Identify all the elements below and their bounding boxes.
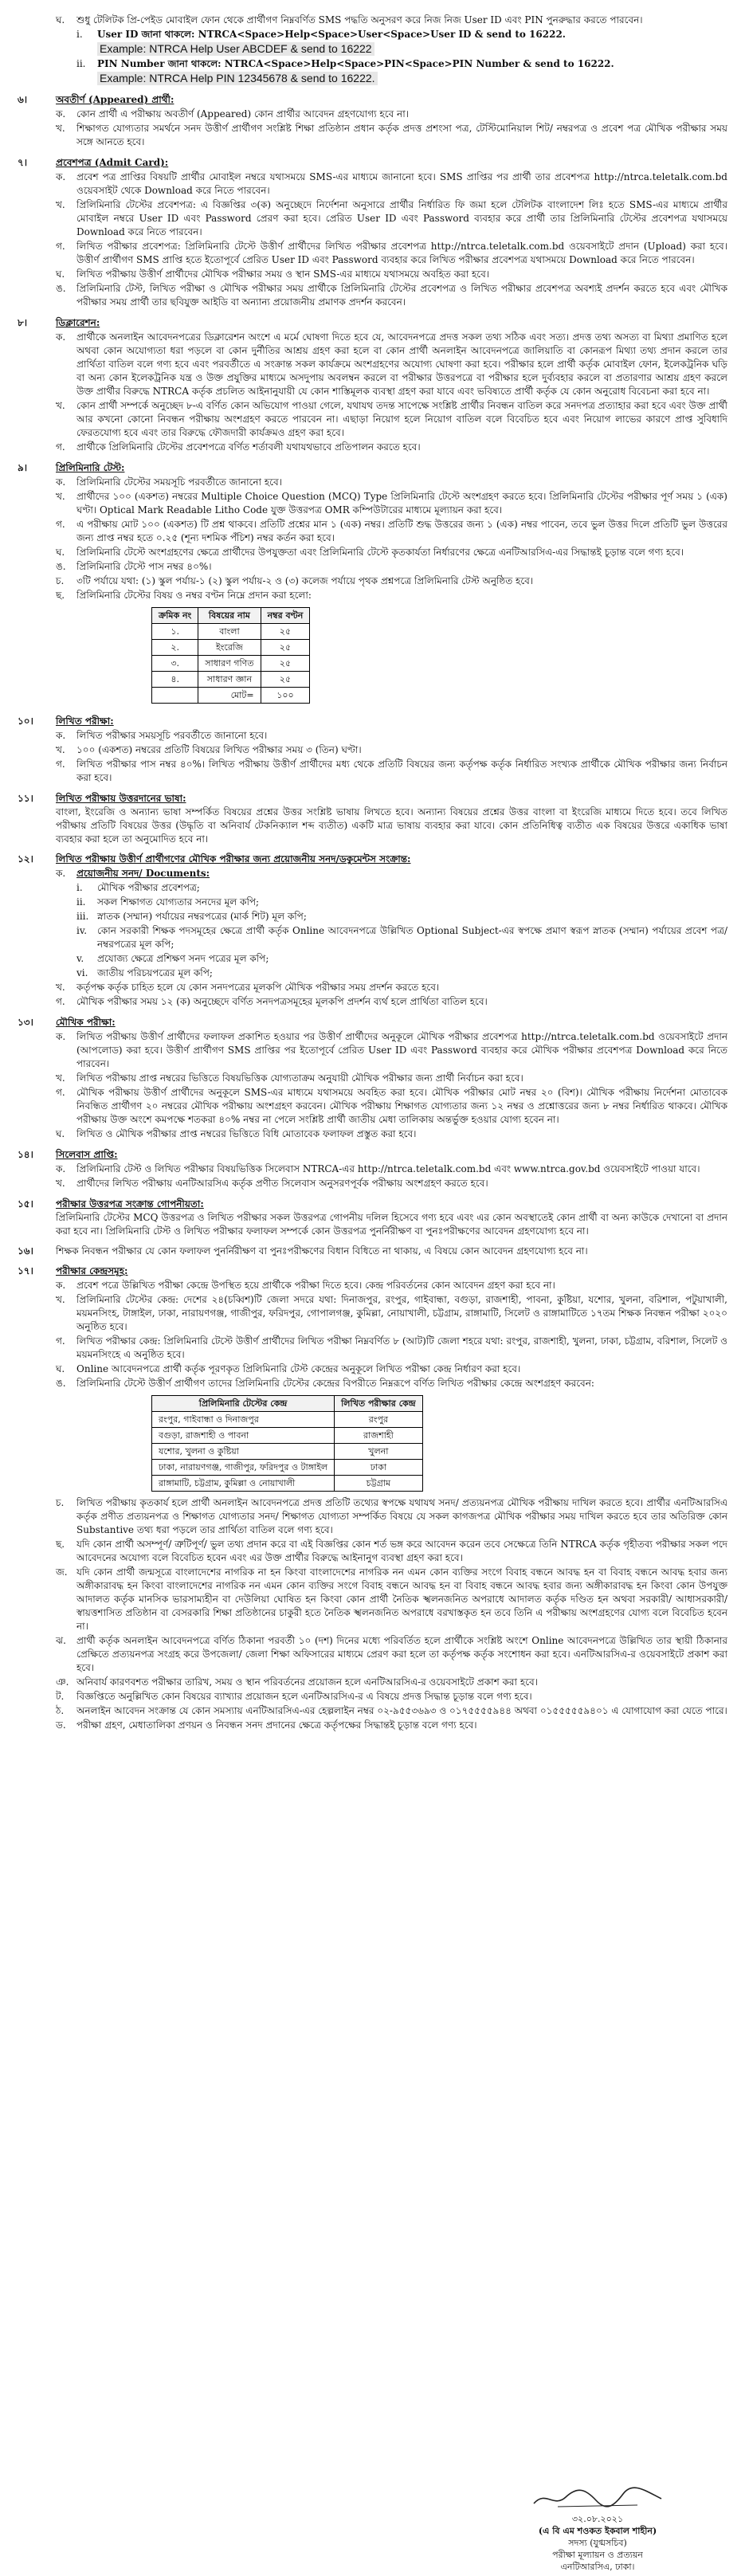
section-heading: মৌখিক পরীক্ষা:: [56, 1017, 116, 1028]
sms-example: Example: NTRCA Help User ABCDEF & send to 16222: [97, 42, 374, 56]
list-item: ঙ. প্রিলিমিনারি টেস্ট, লিখিত পরীক্ষা ও মৌখিক পরীক্ষার সময় প্রার্থীকে প্রিলিমিনারি টেস্টের প্রবেশপত্র ও লিখিত পরীক্ষার প্রবেশপত্র অবশ্যই প্রদর্শন করতে হবে এবং মৌখিক পরীক্ষার সময় প্রার্থী তার ছবিযুক্ত আইডি বা অন্যান্য প্রয়োজনীয় প্রমাণক প্রদর্শন করবেন।: [56, 283, 727, 308]
section-8: ৮। ডিক্লারেশন: ক. প্রার্থীকে অনলাইন আবেদনপত্রের ডিক্লারেশন অংশে এ মর্মে ঘোষণা দিতে হবে যে, আবেদনপত্রে প্রদত্ত সকল তথ্য সঠিক এবং সত্য। প্রদত্ত তথ্য অসত্য বা মিথ্যা প্রমাণিত হলে অথবা কোন অযোগ্যতা ধরা পড়লে বা কোন দুর্নীতির আশ্রয় গ্রহণ করা হলে বা কোন প্রার্থী অনলাইন আবেদনপত্রে জালিয়াতি বা কোনরূপ মিথ্যা তথ্য প্রদান করলে তার প্রার্থিতা বাতিল বলে গণ্য হবে এবং পরবর্তীতে এ সংক্রান্ত সকল কার্যক্রমে অংশগ্রহণের অযোগ্য ঘোষণা করা হবে। পরীক্ষার হলে প্রার্থী কর্তৃক মোবাইল ফোন, ইলেকট্রনিক ঘড়ি বা অন্য কোন ইলেকট্রনিক যন্ত্র ও উক্ত প্রযুক্তির মাধ্যমে অসদুপায় অবলম্বন করলে বা পরীক্ষার উত্তরপত্রে বা পরীক্ষার হলে দুর্ব্যবহার করলে বা প্রতারণার আশ্রয় গ্রহণ করলে উক্ত প্রার্থীর বিরুদ্ধে NTRCA কর্তৃক প্রচলিত আইনানুযায়ী যে কোন শাস্তিমূলক ব্যবস্থা গ্রহণ করা যাবে এবং ভবিষ্যতে প্রার্থী কর্তৃক যে কোন অনুরোধ বিবেচনা করা হবে না। খ. কোন প্রার্থী সম্পর্কে অনুচ্ছেদ ৮-এ বর্ণিত কোন অভিযোগ পাওয়া গেলে, যথাযথ তদন্ত সাপেক্ষে সংশ্লিষ্ট প্রার্থীর নিবন্ধন বাতিল করে সনদপত্র প্রত্যাহার করা হবে এবং উক্ত প্রার্থী আর কখনো কোনো নিবন্ধন পরীক্ষায় অংশগ্রহণ করতে পারবেন না। এছাড়া নিয়োগ হলে নিয়োগ বাতিল বলে বিবেচিত হবে এবং নিয়োগ লাভের কারণে প্রাপ্ত সুবিধাদি ফেরতযোগ্য হবে এবং তার বিরুদ্ধে ফৌজদারী কার্যক্রমও গ্রহণ করা হবে। গ. প্রার্থীকে প্রিলিমিনারি টেস্টের প্রবেশপত্রে বর্ণিত শর্তাবলী যথাযথভাবে প্রতিপালন করতে হবে।: [18, 317, 727, 453]
signatory-org: এনটিআরসিএ, ঢাকা।: [560, 2562, 635, 2572]
list-item: গ. মৌখিক পরীক্ষার সময় ১২ (ক) অনুচ্ছেদে বর্ণিত সনদপত্রসমূহের মূলকপি প্রদর্শন ব্যর্থ হলে প্রার্থিতা বাতিল হবে।: [56, 996, 488, 1007]
paragraph: বাংলা, ইংরেজি ও অন্যান্য ভাষা সম্পর্কিত বিষয়ের প্রশ্নের উত্তর সংশ্লিষ্ট ভাষায় লিখতে হবে। অন্যান্য বিষয়ের প্রশ্নের উত্তর বাংলা বা ইংরেজি মাধ্যমে দিতে হবে। তবে লিখিত পরীক্ষায় প্রতিটি বিষয়ের উত্তর (উদ্ধৃতি বা অনিবার্য টেকনিক্যাল শব্দ ব্যতীত) একটি মাত্র ভাষায় ব্যবহার করা যাবে। কোন প্রতিনিধিত্ব ব্যতীত এক বিষয়ের উত্তরে একাধিক ভাষা ব্যবহার করা হলে তা অনুমোদিত হবে না।: [56, 806, 727, 845]
list-item: ক. প্রবেশ পত্র প্রাপ্তির বিষয়টি প্রার্থীর মোবাইল নম্বরে যথাসময়ে SMS-এর মাধ্যমে জানানো হবে। SMS প্রাপ্তির পর প্রার্থী তার প্রবেশপত্র http://ntrca.teletalk.com.bd ওয়েবসাইট থেকে Download করে নিতে পারবেন।: [56, 171, 727, 196]
list-item: খ. লিখিত পরীক্ষায় প্রাপ্ত নম্বরের ভিত্তিতে বিষয়ভিত্তিক যোগ্যতাক্রম অনুযায়ী মৌখিক পরীক্ষার জন্য প্রার্থী নির্বাচন করা হবে।: [56, 1072, 523, 1084]
list-item: ঠ. অনলাইন আবেদন সংক্রান্ত যে কোন সমস্যায় এনটিআরসিএ-এর হেল্পলাইন নম্বর ০২-৯৫৫৩৬৯৩ ও ০১৭৫৫৫৫৯৪৪ অথবা ০১৫৫৫৫৫৯৪০১ এ যোগাযোগ করা যেতে পারে।: [56, 1705, 727, 1716]
list-item: ক. প্রিলিমিনারি টেস্ট ও লিখিত পরীক্ষার বিষয়ভিত্তিক সিলেবাস NTRCA-এর http://ntrca.teletalk.com.bd এবং www.ntrca.gov.bd ওয়েবসাইটে পাওয়া যাবে।: [56, 1163, 700, 1174]
list-item: ট. বিজ্ঞপ্তিতে অনুল্লিখিত কোন বিষয়ের ব্যাখ্যার প্রয়োজন হলে এনটিআরসিএ-র এ বিষয়ে প্রদত্ত সিদ্ধান্ত চূড়ান্ত বলে গণ্য হবে।: [56, 1691, 532, 1702]
section-continuation: [18, 13, 727, 87]
list-item: খ. প্রার্থীদের ১০০ (একশত) নম্বরের Multiple Choice Question (MCQ) Type প্রিলিমিনারি টেস্টে অংশগ্রহণ করতে হবে। প্রিলিমিনারি টেস্টের পরীক্ষার পূর্ণ সময় ১ (এক) ঘণ্টা। Optical Mark Readable Litho Code যুক্ত উত্তরপত্র OMR কম্পিউটারের মাধ্যমে মূল্যায়ন করা হবে।: [56, 491, 727, 516]
list-item: গ. প্রার্থীকে প্রিলিমিনারি টেস্টের প্রবেশপত্রে বর্ণিত শর্তাবলী যথাযথভাবে প্রতিপালন করতে হবে।: [56, 441, 421, 453]
list-item: [56, 72, 727, 86]
list-item: iv. কোন সরকারী শিক্ষক পদসমূহের ক্ষেত্রে প্রার্থী কর্তৃক Online আবেদনপত্রে উল্লিখিত Optional Subject-এর স্বপক্ষে প্রমাণ স্বরূপ স্নাতক (সম্মান) পর্যায়ের প্রবেশ পত্র/ নম্বরপত্রের মূল কপি;: [76, 925, 727, 950]
list-item: চ. ৩টি পর্যায়ে যথা: (১) স্কুল পর্যায়-১ (২) স্কুল পর্যায়-২ ও (৩) কলেজ পর্যায়ে পৃথক প্রশ্নপত্রে প্রিলিমিনারি টেস্ট অনুষ্ঠিত হবে।: [56, 575, 534, 586]
table-row: ৪. সাধারণ জ্ঞান ২৫: [152, 672, 310, 688]
list-item: [56, 42, 727, 57]
list-item: ক. প্রার্থীকে অনলাইন আবেদনপত্রের ডিক্লারেশন অংশে এ মর্মে ঘোষণা দিতে হবে যে, আবেদনপত্রে প্রদত্ত সকল তথ্য সঠিক এবং সত্য। প্রদত্ত তথ্য অসত্য বা মিথ্যা প্রমাণিত হলে অথবা কোন অযোগ্যতা ধরা পড়লে বা কোন দুর্নীতির আশ্রয় গ্রহণ করা হলে বা কোন প্রার্থী অনলাইন আবেদনপত্রে জালিয়াতি বা কোনরূপ মিথ্যা তথ্য প্রদান করলে তার প্রার্থিতা বাতিল বলে গণ্য হবে এবং পরবর্তীতে এ সংক্রান্ত সকল কার্যক্রমে অংশগ্রহণের অযোগ্য ঘোষণা করা হবে। পরীক্ষার হলে প্রার্থী কর্তৃক মোবাইল ফোন, ইলেকট্রনিক ঘড়ি বা অন্য কোন ইলেকট্রনিক যন্ত্র ও উক্ত প্রযুক্তির মাধ্যমে অসদুপায় অবলম্বন করলে বা পরীক্ষার উত্তরপত্রে বা পরীক্ষার হলে দুর্ব্যবহার করলে বা প্রতারণার আশ্রয় গ্রহণ করলে উক্ত প্রার্থীর বিরুদ্ধে NTRCA কর্তৃক প্রচলিত আইনানুযায়ী যে কোন শাস্তিমূলক ব্যবস্থা গ্রহণ করা যাবে এবং ভবিষ্যতে প্রার্থী কর্তৃক যে কোন অনুরোধ বিবেচনা করা হবে না।: [56, 331, 727, 397]
section-heading: প্রিলিমিনারি টেস্ট:: [56, 462, 125, 473]
section-heading: প্রবেশপত্র (Admit Card):: [56, 157, 169, 168]
list-item: ক. প্রবেশ পত্রে উল্লিখিত পরীক্ষা কেন্দ্রে উপস্থিত হয়ে প্রার্থীকে পরীক্ষা দিতে হবে। কেন্দ্র পরিবর্তনের কোন আবেদন গ্রহণ করা হবে না।: [56, 1280, 555, 1291]
list-item: ঙ. প্রিলিমিনারি টেস্টে উত্তীর্ণ প্রার্থীগণ তাদের প্রিলিমিনারি টেস্টের কেন্দ্রের বিপরীতে নিম্নরূপে বর্ণিত লিখিত পরীক্ষার কেন্দ্রে অংশগ্রহণ করবেন:: [56, 1378, 594, 1389]
section-6: ৬। অবতীর্ণ (Appeared) প্রার্থী: ক. কোন প্রার্থী এ পরীক্ষায় অবতীর্ণ (Appeared) কোন প্রার্থীর আবেদন গ্রহণযোগ্য হবে না। খ. শিক্ষাগত যোগ্যতার সমর্থনে সনদ উত্তীর্ণ প্রার্থীগণ সংশ্লিষ্ট শিক্ষা প্রতিষ্ঠান প্রধান কর্তৃক প্রদত্ত প্রশংসা পত্র, টেস্টিমোনিয়াল শিট/ নম্বরপত্র ও প্রবেশ পত্র মৌখিক পরীক্ষার সময় সঙ্গে আনতে হবে।: [18, 94, 727, 147]
section-9: ৯। প্রিলিমিনারি টেস্ট: ক. প্রিলিমিনারি টেস্টের সময়সূচি পরবর্তীতে জানানো হবে। খ. প্রার্থীদের ১০০ (একশত) নম্বরের Multiple Choice Question (MCQ) Type প্রিলিমিনারি টেস্টে অংশগ্রহণ করতে হবে। প্রিলিমিনারি টেস্টের পরীক্ষার পূর্ণ সময় ১ (এক) ঘণ্টা। Optical Mark Readable Litho Code যুক্ত উত্তরপত্র OMR কম্পিউটারের মাধ্যমে মূল্যায়ন করা হবে। গ. এ পরীক্ষায় মোট ১০০ (একশত) টি প্রশ্ন থাকবে। প্রতিটি প্রশ্নের মান ১ (এক) নম্বর। প্রতিটি শুদ্ধ উত্তরের জন্য ১ (এক) নম্বর পাবেন, তবে ভুল উত্তর দিলে প্রতিটি ভুল উত্তরের জন্য প্রাপ্ত নম্বর হতে ০.২৫ (শূন্য দশমিক পঁচিশ) নম্বর কর্তন করা হবে। ঘ. প্রিলিমিনারি টেস্টে অংশগ্রহণের ক্ষেত্রে প্রার্থীদের উপযুক্ততা এবং প্রিলিমিনারি টেস্টে কৃতকার্যতা নির্ধারণের ক্ষেত্রে এনটিআরসিএ-এর সিদ্ধান্তই চূড়ান্ত বলে গণ্য হবে। ঙ. প্রিলিমিনারি টেস্টে পাস নম্বর ৪০%। চ. ৩টি পর্যায়ে যথা: (১) স্কুল পর্যায়-১ (২) স্কুল পর্যায়-২ ও (৩) কলেজ পর্যায়ে পৃথক প্রশ্নপত্রে প্রিলিমিনারি টেস্ট অনুষ্ঠিত হবে। ছ. প্রিলিমিনারি টেস্টের বিষয় ও নম্বর বণ্টন নিম্নে প্রদান করা হলো: ক্রমিক নং বিষয়ের নাম নম্বর বণ্টন ১. বাংলা ২৫ ২. ইংরেজি ২৫ ৩. সাধারণ গণিত ২৫ ৪. সাধারণ জ্ঞান ২৫ মোট= ১০০: [18, 461, 727, 708]
list-item: ঞ. অনিবার্য কারণবশত পরীক্ষার তারিখ, সময় ও স্থান পরিবর্তনের প্রয়োজন হলে এনটিআরসিএ-র ওয়েবসাইটে প্রকাশ করা হবে।: [56, 1676, 538, 1688]
list-item: ii. সকল শিক্ষাগত যোগ্যতার সনদের মূল কপি;: [76, 896, 260, 908]
section-heading: পরীক্ষার কেন্দ্রসমূহ:: [56, 1265, 128, 1276]
list-item: ii. PIN Number জানা থাকলে: NTRCA<Space>Help<Space>PIN<Space>PIN Number & send to 16222.: [76, 58, 614, 69]
signatory-division: পরীক্ষা মূল্যায়ন ও প্রত্যয়ন: [552, 2550, 643, 2560]
table-row: ঢাকা, নারায়ণগঞ্জ, গাজীপুর, ফরিদপুর ও টাঙ্গাইল ঢাকা: [152, 1460, 423, 1476]
section-16: ১৬। শিক্ষক নিবন্ধন পরীক্ষার যে কোন ফলাফল পুনর্নিরীক্ষণ বা পুনঃপরীক্ষণের বিধান বিধিতে না থাকায়, এ বিষয়ে কোন আবেদন গ্রহণযোগ্য হবে না।: [18, 1245, 727, 1258]
section-12: ১২। লিখিত পরীক্ষায় উত্তীর্ণ প্রার্থীগণের মৌখিক পরীক্ষার জন্য প্রয়োজনীয় সনদ/ডকুমেন্টস সংক্রান্ত: ক. প্রয়োজনীয় সনদ/ Documents: i. মৌখিক পরীক্ষার প্রবেশপত্র; ii. সকল শিক্ষাগত যোগ্যতার সনদের মূল কপি; iii. স্নাতক (সম্মান) পর্যায়ের নম্বরপত্রের (মার্ক শিট) মূল কপি; iv. কোন সরকারী শিক্ষক পদসমূহের ক্ষেত্রে প্রার্থী কর্তৃক Online আবেদনপত্রে উল্লিখিত Optional Subject-এর স্বপক্ষে প্রমাণ স্বরূপ স্নাতক (সম্মান) পর্যায়ের প্রবেশ পত্র/ নম্বরপত্রের মূল কপি; v. প্রযোজ্য ক্ষেত্রে প্রশিক্ষণ সনদ পত্রের মূল কপি; vi. জাতীয় পরিচয়পত্রের মূল কপি; খ. কর্তৃপক্ষ কর্তৃক চাহিত হলে যে কোন সনদপত্রের মূলকপি মৌখিক পরীক্ষার সময় প্রদর্শন করতে হবে। গ. মৌখিক পরীক্ষার সময় ১২ (ক) অনুচ্ছেদে বর্ণিত সনদপত্রসমূহের মূলকপি প্রদর্শন ব্যর্থ হলে প্রার্থিতা বাতিল হবে।: [18, 853, 727, 1007]
list-item: খ. প্রিলিমিনারি টেস্টের কেন্দ্র: দেশের ২৪(চব্বিশ)টি জেলা সদরে যথা: দিনাজপুর, রংপুর, গাইবান্ধা, বগুড়া, রাজশাহী, পাবনা, কুষ্টিয়া, যশোর, খুলনা, বরিশাল, পটুয়াখালী, ময়মনসিংহ, টাঙ্গাইল, ঢাকা, নারায়ণগঞ্জ, গাজীপুর, ফরিদপুর, গোপালগঞ্জ, কুমিল্লা, নোয়াখালী, চট্টগ্রাম, রাঙ্গামাটি, সিলেট ও রাঙ্গামাটিতে ১৭তম শিক্ষক নিবন্ধন পরীক্ষা ২০২০ অনুষ্ঠিত হবে।: [56, 1294, 727, 1332]
table-row: রাঙ্গামাটি, চট্টগ্রাম, কুমিল্লা ও নোয়াখালী চট্টগ্রাম: [152, 1476, 423, 1492]
list-item: ছ. প্রিলিমিনারি টেস্টের বিষয় ও নম্বর বণ্টন নিম্নে প্রদান করা হলো:: [56, 590, 312, 601]
section-13: ১৩। মৌখিক পরীক্ষা: ক. লিখিত পরীক্ষায় উত্তীর্ণ প্রার্থীদের ফলাফল প্রকাশিত হওয়ার পর উত্তীর্ণ প্রার্থীদের অনুকূলে মৌখিক পরীক্ষার প্রবেশপত্র http://ntrca.teletalk.com.bd ওয়েবসাইটে প্রদান (আপলোড) করা হবে। উত্তীর্ণ প্রার্থীগণ SMS প্রাপ্তির পর ইতোপূর্বে প্রেরিত User ID এবং Password ব্যবহার করে মৌখিক পরীক্ষার প্রবেশপত্র Download করে নিতে পারবেন। খ. লিখিত পরীক্ষায় প্রাপ্ত নম্বরের ভিত্তিতে বিষয়ভিত্তিক যোগ্যতাক্রম অনুযায়ী মৌখিক পরীক্ষার জন্য প্রার্থী নির্বাচন করা হবে। গ. মৌখিক পরীক্ষায় উত্তীর্ণ প্রার্থীদের অনুকূলে SMS-এর মাধ্যমে যথাসময়ে অবহিত করা হবে। মৌখিক পরীক্ষার মোট নম্বর ২০ (বিশ)। মৌখিক পরীক্ষায় নির্দেশনা মোতাবেক নিবন্ধিত প্রার্থীগণ ২০ নম্বরের মৌখিক পরীক্ষায় অংশগ্রহণ করবেন। মৌখিক পরীক্ষায় শিক্ষাগত যোগ্যতার জন্য ১২ নম্বর ও প্রশ্নোত্তরের জন্য ৮ নম্বর নির্ধারিত থাকবে। মৌখিক পরীক্ষায় উক্ত অংশে কমপক্ষে শতকরা ৪০% নম্বর না পেলে সংশ্লিষ্ট প্রার্থী জাতীয় মেধা তালিকায় অন্তর্ভুক্ত হওয়ার যোগ্য হবেন না। ঘ. লিখিত ও মৌখিক পরীক্ষার প্রাপ্ত নম্বরের ভিত্তিতে বিধি মোতাবেক ফলাফল প্রস্তুত করা হবে।: [18, 1017, 727, 1139]
section-heading: পরীক্ষার উত্তরপত্র সংক্রান্ত গোপনীয়তা:: [56, 1198, 204, 1210]
subject-marks-table: [151, 607, 310, 704]
list-item: ক. লিখিত পরীক্ষায় উত্তীর্ণ প্রার্থীদের ফলাফল প্রকাশিত হওয়ার পর উত্তীর্ণ প্রার্থীদের অনুকূলে মৌখিক পরীক্ষার প্রবেশপত্র http://ntrca.teletalk.com.bd ওয়েবসাইটে প্রদান (আপলোড) করা হবে। উত্তীর্ণ প্রার্থীগণ SMS প্রাপ্তির পর ইতোপূর্বে প্রেরিত User ID এবং Password ব্যবহার করে মৌখিক পরীক্ষার প্রবেশপত্র Download করে নিতে পারবেন।: [56, 1031, 727, 1069]
list-item: ঘ. প্রিলিমিনারি টেস্টে অংশগ্রহণের ক্ষেত্রে প্রার্থীদের উপযুক্ততা এবং প্রিলিমিনারি টেস্টে কৃতকার্যতা নির্ধারণের ক্ষেত্রে এনটিআরসিএ-এর সিদ্ধান্তই চূড়ান্ত বলে গণ্য হবে।: [56, 547, 684, 558]
section-heading: লিখিত পরীক্ষা:: [56, 716, 114, 727]
signature-block: [494, 2486, 701, 2573]
section-14: ১৪। সিলেবাস প্রাপ্তি: ক. প্রিলিমিনারি টেস্ট ও লিখিত পরীক্ষার বিষয়ভিত্তিক সিলেবাস NTRCA-এর http://ntrca.teletalk.com.bd এবং www.ntrca.gov.bd ওয়েবসাইটে পাওয়া যাবে। খ. প্রার্থীদের লিখিত পরীক্ষায় এনটিআরসিএ কর্তৃক প্রণীত সিলেবাস অনুসরণপূর্বক পরীক্ষায় অংশগ্রহণ করতে হবে।: [18, 1148, 727, 1191]
list-item: খ. শিক্ষাগত যোগ্যতার সমর্থনে সনদ উত্তীর্ণ প্রার্থীগণ সংশ্লিষ্ট শিক্ষা প্রতিষ্ঠান প্রধান কর্তৃক প্রদত্ত প্রশংসা পত্র, টেস্টিমোনিয়াল শিট/ নম্বরপত্র ও প্রবেশ পত্র মৌখিক পরীক্ষার সময় সঙ্গে আনতে হবে।: [56, 123, 727, 147]
paragraph: প্রিলিমিনারি টেস্টের MCQ উত্তরপত্র ও লিখিত পরীক্ষার সকল উত্তরপত্র গোপনীয় দলিল হিসেবে গণ্য হবে এবং এর কোন অবস্থাতেই কোন প্রার্থী বা অন্য কাউকে দেখানো বা প্রদান করা হবে না। প্রিলিমিনারি টেস্ট ও লিখিত পরীক্ষার ফলাফল সম্পর্কে কোন উত্তরপত্র পুনর্নিরীক্ষণ বা পুনঃপরীক্ষণের আবেদন গ্রহণযোগ্য হবে না।: [56, 1212, 727, 1237]
list-item: ক. কোন প্রার্থী এ পরীক্ষায় অবতীর্ণ (Appeared) কোন প্রার্থীর আবেদন গ্রহণযোগ্য হবে না।: [56, 108, 409, 120]
section-7: ৭। প্রবেশপত্র (Admit Card): ক. প্রবেশ পত্র প্রাপ্তির বিষয়টি প্রার্থীর মোবাইল নম্বরে যথাসময়ে SMS-এর মাধ্যমে জানানো হবে। SMS প্রাপ্তির পর প্রার্থী তার প্রবেশপত্র http://ntrca.teletalk.com.bd ওয়েবসাইট থেকে Download করে নিতে পারবেন। খ. প্রিলিমিনারি টেস্টের প্রবেশপত্র: এ বিজ্ঞপ্তির ৩(ক) অনুচ্ছেদে নির্দেশনা অনুসারে প্রার্থীর নির্ধারিত ফি জমা হলে টেলিটক বাংলাদেশ লিঃ হতে SMS-এর মাধ্যমে প্রার্থীর মোবাইল নম্বরে User ID এবং Password প্রেরণ করা হবে। প্রেরিত User ID এবং Password ব্যবহার করে প্রার্থী তার প্রিলিমিনারি টেস্টের প্রবেশপত্র যথাসময়ে Download করে নিতে পারবেন। গ. লিখিত পরীক্ষার প্রবেশপত্র: প্রিলিমিনারি টেস্টে উত্তীর্ণ প্রার্থীদের লিখিত পরীক্ষার প্রবেশপত্র http://ntrca.teletalk.com.bd ওয়েবসাইটে প্রদান (Upload) করা হবে। উত্তীর্ণ প্রার্থীগণ SMS প্রাপ্তি হতে ইতোপূর্বে প্রেরিত User ID এবং Password ব্যবহার করে লিখিত পরীক্ষার প্রবেশপত্র যথাসময়ে Download করে নিতে পারবেন। ঘ. লিখিত পরীক্ষায় উত্তীর্ণ প্রার্থীদের মৌখিক পরীক্ষার সময় ও স্থান SMS-এর মাধ্যমে যথাসময়ে অবহিত করা হবে। ঙ. প্রিলিমিনারি টেস্ট, লিখিত পরীক্ষা ও মৌখিক পরীক্ষার সময় প্রার্থীকে প্রিলিমিনারি টেস্টের প্রবেশপত্র ও লিখিত পরীক্ষার প্রবেশপত্র অবশ্যই প্রদর্শন করতে হবে এবং মৌখিক পরীক্ষার সময় প্রার্থী তার ছবিযুক্ত আইডি বা অন্যান্য প্রয়োজনীয় প্রমাণক প্রদর্শন করবেন।: [18, 157, 727, 308]
section-heading: লিখিত পরীক্ষায় উত্তীর্ণ প্রার্থীগণের মৌখিক পরীক্ষার জন্য প্রয়োজনীয় সনদ/ডকুমেন্টস সংক্রান্ত:: [56, 853, 411, 865]
list-item: ড. পরীক্ষা গ্রহণ, মেধাতালিকা প্রণয়ন ও নিবন্ধন সনদ প্রদানের ক্ষেত্রে কর্তৃপক্ষের সিদ্ধান্তই চূড়ান্ত বলে গণ্য হবে।: [56, 1719, 477, 1731]
list-item: v. প্রযোজ্য ক্ষেত্রে প্রশিক্ষণ সনদ পত্রের মূল কপি;: [76, 953, 269, 964]
list-item: i. User ID জানা থাকলে: NTRCA<Space>Help<Space>User<Space>User ID & send to 16222.: [76, 29, 566, 40]
section-heading: অবতীর্ণ (Appeared) প্রার্থী:: [56, 94, 174, 105]
sms-example: Example: NTRCA Help PIN 12345678 & send to 16222.: [97, 72, 378, 85]
table-header-row: প্রিলিমিনারি টেস্টের কেন্দ্র লিখিত পরীক্ষার কেন্দ্র: [152, 1396, 423, 1412]
list-item: গ. লিখিত পরীক্ষার পাস নম্বর ৪০%। লিখিত পরীক্ষায় উত্তীর্ণ প্রার্থীদের মধ্য থেকে প্রতিটি বিষয়ের জন্য কর্তৃপক্ষ কর্তৃক নির্ধারিত সংখ্যক প্রার্থীকে মৌখিক পরীক্ষার জন্য নির্বাচন করা হবে।: [56, 759, 727, 783]
list-item: চ. লিখিত পরীক্ষায় কৃতকার্য হলে প্রার্থী অনলাইন আবেদনপত্রে প্রদত্ত প্রতিটি তথ্যের স্বপক্ষে যথাযথ সনদ/ প্রত্যয়নপত্র মৌখিক পরীক্ষায় দাখিল করতে হবে। প্রার্থীর এনটিআরসিএ কর্তৃক প্রণীত প্রত্যয়নপত্র ও শিক্ষাগত যোগ্যতার সনদ/ শিক্ষাগত যোগ্যতা সম্পর্কিত বিষয়ে যে সকল কাগজপত্র মৌখিক পরীক্ষার সময় দাখিল করতে হবে তার অতিরিক্ত কোন Substantive তথ্য ধরা পড়লে তার প্রার্থিতা বাতিল বলে গণ্য হবে।: [56, 1497, 727, 1535]
table-row: ১. বাংলা ২৫: [152, 624, 310, 640]
list-item: ঘ. শুধু টেলিটক প্রি-পেইড মোবাইল ফোন থেকে প্রার্থীগণ নিম্নবর্ণিত SMS পদ্ধতি অনুসরণ করে নিজ নিজ User ID এবং PIN পুনরুদ্ধার করতে পারবেন।: [56, 14, 643, 25]
list-item: গ. লিখিত পরীক্ষার কেন্দ্র: প্রিলিমিনারি টেস্টে উত্তীর্ণ প্রার্থীদের লিখিত পরীক্ষা নিম্নবর্ণিত ৮ (আট)টি জেলা শহরে যথা: রংপুর, রাজশাহী, খুলনা, ঢাকা, চট্টগ্রাম, বরিশাল, সিলেট ও ময়মনসিংহে এ অনুষ্ঠিত হবে।: [56, 1335, 727, 1360]
list-item: গ. লিখিত পরীক্ষার প্রবেশপত্র: প্রিলিমিনারি টেস্টে উত্তীর্ণ প্রার্থীদের লিখিত পরীক্ষার প্রবেশপত্র http://ntrca.teletalk.com.bd ওয়েবসাইটে প্রদান (Upload) করা হবে। উত্তীর্ণ প্রার্থীগণ SMS প্রাপ্তি হতে ইতোপূর্বে প্রেরিত User ID এবং Password ব্যবহার করে লিখিত পরীক্ষার প্রবেশপত্র যথাসময়ে Download করে নিতে পারবেন।: [56, 241, 727, 265]
list-item: খ. ১০০ (একশত) নম্বরের প্রতিটি বিষয়ের লিখিত পরীক্ষার সময় ৩ (তিন) ঘণ্টা।: [56, 744, 362, 755]
table-row: ২. ইংরেজি ২৫: [152, 640, 310, 656]
list-item: vi. জাতীয় পরিচয়পত্রের মূল কপি;: [76, 967, 213, 978]
table-row: মোট= ১০০: [152, 688, 310, 704]
section-heading: সিলেবাস প্রাপ্তি:: [56, 1149, 118, 1160]
section-17: ১৭। পরীক্ষার কেন্দ্রসমূহ: ক. প্রবেশ পত্রে উল্লিখিত পরীক্ষা কেন্দ্রে উপস্থিত হয়ে প্রার্থীকে পরীক্ষা দিতে হবে। কেন্দ্র পরিবর্তনের কোন আবেদন গ্রহণ করা হবে না। খ. প্রিলিমিনারি টেস্টের কেন্দ্র: দেশের ২৪(চব্বিশ)টি জেলা সদরে যথা: দিনাজপুর, রংপুর, গাইবান্ধা, বগুড়া, রাজশাহী, পাবনা, কুষ্টিয়া, যশোর, খুলনা, বরিশাল, পটুয়াখালী, ময়মনসিংহ, টাঙ্গাইল, ঢাকা, নারায়ণগঞ্জ, গাজীপুর, ফরিদপুর, গোপালগঞ্জ, কুমিল্লা, নোয়াখালী, চট্টগ্রাম, রাঙ্গামাটি, সিলেট ও রাঙ্গামাটিতে ১৭তম শিক্ষক নিবন্ধন পরীক্ষা ২০২০ অনুষ্ঠিত হবে। গ. লিখিত পরীক্ষার কেন্দ্র: প্রিলিমিনারি টেস্টে উত্তীর্ণ প্রার্থীদের লিখিত পরীক্ষা নিম্নবর্ণিত ৮ (আট)টি জেলা শহরে যথা: রংপুর, রাজশাহী, খুলনা, ঢাকা, চট্টগ্রাম, বরিশাল, সিলেট ও ময়মনসিংহে এ অনুষ্ঠিত হবে। ঘ. Online আবেদনপত্রে প্রার্থী কর্তৃক পূরণকৃত প্রিলিমিনারি টেস্ট কেন্দ্রের অনুকূলে লিখিত পরীক্ষা কেন্দ্র নির্ধারণ করা হবে। ঙ. প্রিলিমিনারি টেস্টে উত্তীর্ণ প্রার্থীগণ তাদের প্রিলিমিনারি টেস্টের কেন্দ্রের বিপরীতে নিম্নরূপে বর্ণিত লিখিত পরীক্ষার কেন্দ্রে অংশগ্রহণ করবেন: প্রিলিমিনারি টেস্টের কেন্দ্র লিখিত পরীক্ষার কেন্দ্র রংপুর, গাইবান্ধা ও দিনাজপুর রংপুর বগুড়া, রাজশাহী ও পাবনা রাজশাহী যশোর, খুলনা ও কুষ্টিয়া খুলনা ঢাকা, নারায়ণগঞ্জ, গাজীপুর, ফরিদপুর ও টাঙ্গাইল ঢাকা রাঙ্গামাটি, চট্টগ্রাম, কুমিল্লা ও নোয়াখালী চট্টগ্রাম চ. লিখিত পরীক্ষায় কৃতকার্য হলে প্রার্থী অনলাইন আবেদনপত্রে প্রদত্ত প্রতিটি তথ্যের স্বপক্ষে যথাযথ সনদ/ প্রত্যয়নপত্র মৌখিক পরীক্ষায় দাখিল করতে হবে। প্রার্থীর এনটিআরসিএ কর্তৃক প্রণীত প্রত্যয়নপত্র ও শিক্ষাগত যোগ্যতার সনদ/ শিক্ষাগত যোগ্যতা সম্পর্কিত বিষয়ে যে সকল কাগজপত্র মৌখিক পরীক্ষার সময় দাখিল করতে হবে তার অতিরিক্ত কোন Substantive তথ্য ধরা পড়লে তার প্রার্থিতা বাতিল বলে গণ্য হবে। ছ. যদি কোন প্রার্থী অসম্পূর্ণ/ ত্রুটিপূর্ণ/ ভুল তথ্য প্রদান করে বা এই বিজ্ঞপ্তির কোন শর্ত ভঙ্গ করে আবেদন করেন তবে সেক্ষেত্রে তিনি NTRCA কর্তৃক গৃহীতব্য পরীক্ষার সকল পদে আবেদনের অযোগ্য বলে বিবেচিত হবেন এবং এর উক্ত প্রার্থীর বিরুদ্ধে আইনানুগ ব্যবস্থা গ্রহণ করা হবে। জ. যদি কোন প্রার্থী জন্মসূত্রে বাংলাদেশের নাগরিক না হন কিংবা বাংলাদেশের নাগরিক নন এমন কোন ব্যক্তির সংগে বিবাহ বন্ধনে আবদ্ধ হন বা বিবাহ বন্ধনে আবদ্ধ হবার জন্য অঙ্গীকারাবদ্ধ হন কিংবা বাংলাদেশের নাগরিক নন এমন কোন ব্যক্তির সংগে বিবাহ বন্ধনে আবদ্ধ হন বা বিবাহ বন্ধনে আবদ্ধ হবার জন্য অঙ্গীকারাবদ্ধ হন কিংবা কোন উপযুক্ত আদালত কর্তৃক মানসিক ভারসাম্যহীন বা দেউলিয়া ঘোষিত হন কিংবা কোন প্রার্থী নৈতিক স্খলনজনিত অপরাধে আদালত কর্তৃক দণ্ডিত হন অথবা সরকারী/ আধাসরকারী/ স্বায়ত্তশাসিত প্রতিষ্ঠান বা বেসরকারি শিক্ষা প্রতিষ্ঠানের চাকুরী হতে নৈতিক স্খলনজনিত অপরাধে বরখাস্তকৃত হন তবে তিনি এ পরীক্ষায় অংশগ্রহণের যোগ্য বলে বিবেচিত হবেন না। ঝ. প্রার্থী কর্তৃক অনলাইন আবেদনপত্রে বর্ণিত ঠিকানা পরবর্তী ১০ (দশ) দিনের মধ্যে পরিবর্তিত হলে প্রার্থীকে সংশ্লিষ্ট অংশে Online আবেদনপত্রে উল্লিখিত তার স্থায়ী ঠিকানার প্রেক্ষিতে প্রত্যয়নপত্র সংগ্রহ করে উপজেলা/ জেলা শিক্ষা অফিসারের মাধ্যমে প্রেরণ করা হলে তা কর্তৃপক্ষ কর্তৃক সংশোধন করা হবে। এনটিআরসিএ-র ওয়েবসাইটে প্রকাশ করা হবে। ঞ. অনিবার্য কারণবশত পরীক্ষার তারিখ, সময় ও স্থান পরিবর্তনের প্রয়োজন হলে এনটিআরসিএ-র ওয়েবসাইটে প্রকাশ করা হবে। ট. বিজ্ঞপ্তিতে অনুল্লিখিত কোন বিষয়ের ব্যাখ্যার প্রয়োজন হলে এনটিআরসিএ-র এ বিষয়ে প্রদত্ত সিদ্ধান্ত চূড়ান্ত বলে গণ্য হবে। ঠ. অনলাইন আবেদন সংক্রান্ত যে কোন সমস্যায় এনটিআরসিএ-এর হেল্পলাইন নম্বর ০২-৯৫৫৩৬৯৩ ও ০১৭৫৫৫৫৯৪৪ অথবা ০১৫৫৫৫৫৯৪০১ এ যোগাযোগ করা যেতে পারে। ড. পরীক্ষা গ্রহণ, মেধাতালিকা প্রণয়ন ও নিবন্ধন সনদ প্রদানের ক্ষেত্রে কর্তৃপক্ষের সিদ্ধান্তই চূড়ান্ত বলে গণ্য হবে।: [18, 1265, 727, 1731]
section-11: ১১। লিখিত পরীক্ষায় উত্তরদানের ভাষা: বাংলা, ইংরেজি ও অন্যান্য ভাষা সম্পর্কিত বিষয়ের প্রশ্নের উত্তর সংশ্লিষ্ট ভাষায় লিখতে হবে। অন্যান্য বিষয়ের প্রশ্নের উত্তর বাংলা বা ইংরেজি মাধ্যমে দিতে হবে। তবে লিখিত পরীক্ষায় প্রতিটি বিষয়ের উত্তর (উদ্ধৃতি বা অনিবার্য টেকনিক্যাল শব্দ ব্যতীত) একটি মাত্র ভাষায় ব্যবহার করা যাবে। কোন প্রতিনিধিত্ব ব্যতীত এক বিষয়ের উত্তরে একাধিক ভাষা ব্যবহার করা হলে তা অনুমোদিত হবে না।: [18, 793, 727, 845]
section-heading: লিখিত পরীক্ষায় উত্তরদানের ভাষা:: [56, 793, 186, 804]
table-row: রংপুর, গাইবান্ধা ও দিনাজপুর রংপুর: [152, 1412, 423, 1428]
signature-date: ৩২.০৮.২০২১: [571, 2514, 624, 2524]
list-item: ক. প্রিলিমিনারি টেস্টের সময়সূচি পরবর্তীতে জানানো হবে।: [56, 476, 282, 488]
list-item: জ. যদি কোন প্রার্থী জন্মসূত্রে বাংলাদেশের নাগরিক না হন কিংবা বাংলাদেশের নাগরিক নন এমন কোন ব্যক্তির সংগে বিবাহ বন্ধনে আবদ্ধ হন বা বিবাহ বন্ধনে আবদ্ধ হবার জন্য অঙ্গীকারাবদ্ধ হন কিংবা বাংলাদেশের নাগরিক নন এমন কোন ব্যক্তির সংগে বিবাহ বন্ধনে আবদ্ধ হন বা বিবাহ বন্ধনে আবদ্ধ হবার জন্য অঙ্গীকারাবদ্ধ হন কিংবা কোন উপযুক্ত আদালত কর্তৃক মানসিক ভারসাম্যহীন বা দেউলিয়া ঘোষিত হন কিংবা কোন প্রার্থী নৈতিক স্খলনজনিত অপরাধে আদালত কর্তৃক দণ্ডিত হন অথবা সরকারী/ আধাসরকারী/ স্বায়ত্তশাসিত প্রতিষ্ঠান বা বেসরকারি শিক্ষা প্রতিষ্ঠানের চাকুরী হতে নৈতিক স্খলনজনিত অপরাধে বরখাস্তকৃত হন তবে তিনি এ পরীক্ষায় অংশগ্রহণের যোগ্য বলে বিবেচিত হবেন না।: [56, 1566, 727, 1632]
section-heading: ডিক্লারেশন:: [56, 317, 100, 328]
table-header-row: ক্রমিক নং বিষয়ের নাম নম্বর বণ্টন: [152, 608, 310, 624]
table-row: ৩. সাধারণ গণিত ২৫: [152, 656, 310, 672]
list-item: ঘ. লিখিত ও মৌখিক পরীক্ষার প্রাপ্ত নম্বরের ভিত্তিতে বিধি মোতাবেক ফলাফল প্রস্তুত করা হবে।: [56, 1128, 417, 1139]
list-item: ঝ. প্রার্থী কর্তৃক অনলাইন আবেদনপত্রে বর্ণিত ঠিকানা পরবর্তী ১০ (দশ) দিনের মধ্যে পরিবর্তিত হলে প্রার্থীকে সংশ্লিষ্ট অংশে Online আবেদনপত্রে উল্লিখিত তার স্থায়ী ঠিকানার প্রেক্ষিতে প্রত্যয়নপত্র সংগ্রহ করে উপজেলা/ জেলা শিক্ষা অফিসারের মাধ্যমে প্রেরণ করা হলে তা কর্তৃপক্ষ কর্তৃক সংশোধন করা হবে। এনটিআরসিএ-র ওয়েবসাইটে প্রকাশ করা হবে।: [56, 1635, 727, 1673]
list-item: খ. কর্তৃপক্ষ কর্তৃক চাহিত হলে যে কোন সনদপত্রের মূলকপি মৌখিক পরীক্ষার সময় প্রদর্শন করতে হবে।: [56, 982, 440, 993]
list-item: ছ. যদি কোন প্রার্থী অসম্পূর্ণ/ ত্রুটিপূর্ণ/ ভুল তথ্য প্রদান করে বা এই বিজ্ঞপ্তির কোন শর্ত ভঙ্গ করে আবেদন করেন তবে সেক্ষেত্রে তিনি NTRCA কর্তৃক গৃহীতব্য পরীক্ষার সকল পদে আবেদনের অযোগ্য বলে বিবেচিত হবেন এবং এর উক্ত প্রার্থীর বিরুদ্ধে আইনানুগ ব্যবস্থা গ্রহণ করা হবে।: [56, 1539, 727, 1563]
list-item: ক. লিখিত পরীক্ষার সময়সূচি পরবর্তীতে জানানো হবে।: [56, 730, 268, 741]
list-item: ক. প্রয়োজনীয় সনদ/ Documents:: [56, 868, 210, 879]
table-row: যশোর, খুলনা ও কুষ্টিয়া খুলনা: [152, 1444, 423, 1460]
section-10: ১০। লিখিত পরীক্ষা: ক. লিখিত পরীক্ষার সময়সূচি পরবর্তীতে জানানো হবে। খ. ১০০ (একশত) নম্বরের প্রতিটি বিষয়ের লিখিত পরীক্ষার সময় ৩ (তিন) ঘণ্টা। গ. লিখিত পরীক্ষার পাস নম্বর ৪০%। লিখিত পরীক্ষায় উত্তীর্ণ প্রার্থীদের মধ্য থেকে প্রতিটি বিষয়ের জন্য কর্তৃপক্ষ কর্তৃক নির্ধারিত সংখ্যক প্রার্থীকে মৌখিক পরীক্ষার জন্য নির্বাচন করা হবে।: [18, 716, 727, 783]
list-item: খ. প্রার্থীদের লিখিত পরীক্ষায় এনটিআরসিএ কর্তৃক প্রণীত সিলেবাস অনুসরণপূর্বক পরীক্ষায় অংশগ্রহণ করতে হবে।: [56, 1178, 488, 1189]
list-item: খ. প্রিলিমিনারি টেস্টের প্রবেশপত্র: এ বিজ্ঞপ্তির ৩(ক) অনুচ্ছেদে নির্দেশনা অনুসারে প্রার্থীর নির্ধারিত ফি জমা হলে টেলিটক বাংলাদেশ লিঃ হতে SMS-এর মাধ্যমে প্রার্থীর মোবাইল নম্বরে User ID এবং Password প্রেরণ করা হবে। প্রেরিত User ID এবং Password ব্যবহার করে প্রার্থী তার প্রিলিমিনারি টেস্টের প্রবেশপত্র যথাসময়ে Download করে নিতে পারবেন।: [56, 199, 727, 237]
list-item: iii. স্নাতক (সম্মান) পর্যায়ের নম্বরপত্রের (মার্ক শিট) মূল কপি;: [76, 911, 307, 922]
signatory-title: সদস্য (যুগ্মসচিব): [568, 2538, 627, 2548]
list-item: খ. কোন প্রার্থী সম্পর্কে অনুচ্ছেদ ৮-এ বর্ণিত কোন অভিযোগ পাওয়া গেলে, যথাযথ তদন্ত সাপেক্ষে সংশ্লিষ্ট প্রার্থীর নিবন্ধন বাতিল করে সনদপত্র প্রত্যাহার করা হবে এবং উক্ত প্রার্থী আর কখনো কোনো নিবন্ধন পরীক্ষায় অংশগ্রহণ করতে পারবেন না। এছাড়া নিয়োগ হলে নিয়োগ বাতিল বলে বিবেচিত হবে এবং নিয়োগ লাভের কারণে প্রাপ্ত সুবিধাদি ফেরতযোগ্য হবে এবং তার বিরুদ্ধে ফৌজদারী কার্যক্রমও গ্রহণ করা হবে।: [56, 400, 727, 438]
signatory-name: (এ বি এম শওকত ইকবাল শাহীন): [538, 2526, 657, 2536]
list-item: ঙ. প্রিলিমিনারি টেস্টে পাস নম্বর ৪০%।: [56, 561, 212, 572]
list-item: গ. মৌখিক পরীক্ষায় উত্তীর্ণ প্রার্থীদের অনুকূলে SMS-এর মাধ্যমে যথাসময়ে অবহিত করা হবে। মৌখিক পরীক্ষার মোট নম্বর ২০ (বিশ)। মৌখিক পরীক্ষায় নির্দেশনা মোতাবেক নিবন্ধিত প্রার্থীগণ ২০ নম্বরের মৌখিক পরীক্ষায় অংশগ্রহণ করবেন। মৌখিক পরীক্ষায় শিক্ষাগত যোগ্যতার জন্য ১২ নম্বর ও প্রশ্নোত্তরের জন্য ৮ নম্বর নির্ধারিত থাকবে। মৌখিক পরীক্ষায় উক্ত অংশে কমপক্ষে শতকরা ৪০% নম্বর না পেলে সংশ্লিষ্ট প্রার্থী জাতীয় মেধা তালিকায় অন্তর্ভুক্ত হওয়ার যোগ্য হবেন না।: [56, 1087, 727, 1125]
list-item: i. মৌখিক পরীক্ষার প্রবেশপত্র;: [76, 882, 200, 893]
list-item: ঘ. Online আবেদনপত্রে প্রার্থী কর্তৃক পূরণকৃত প্রিলিমিনারি টেস্ট কেন্দ্রের অনুকূলে লিখিত পরীক্ষা কেন্দ্র নির্ধারণ করা হবে।: [56, 1363, 521, 1374]
list-item: ঘ. লিখিত পরীক্ষায় উত্তীর্ণ প্রার্থীদের মৌখিক পরীক্ষার সময় ও স্থান SMS-এর মাধ্যমে যথাসময়ে অবহিত করা হবে।: [56, 269, 490, 280]
signature-scribble-icon: [526, 2486, 669, 2510]
list-item: গ. এ পরীক্ষায় মোট ১০০ (একশত) টি প্রশ্ন থাকবে। প্রতিটি প্রশ্নের মান ১ (এক) নম্বর। প্রতিটি শুদ্ধ উত্তরের জন্য ১ (এক) নম্বর পাবেন, তবে ভুল উত্তর দিলে প্রতিটি ভুল উত্তরের জন্য প্রাপ্ত নম্বর হতে ০.২৫ (শূন্য দশমিক পঁচিশ) নম্বর কর্তন করা হবে।: [56, 519, 727, 543]
table-row: বগুড়া, রাজশাহী ও পাবনা রাজশাহী: [152, 1428, 423, 1444]
exam-center-table: [151, 1395, 423, 1492]
section-15: ১৫। পরীক্ষার উত্তরপত্র সংক্রান্ত গোপনীয়তা: প্রিলিমিনারি টেস্টের MCQ উত্তরপত্র ও লিখিত পরীক্ষার সকল উত্তরপত্র গোপনীয় দলিল হিসেবে গণ্য হবে এবং এর কোন অবস্থাতেই কোন প্রার্থী বা অন্য কাউকে দেখানো বা প্রদান করা হবে না। প্রিলিমিনারি টেস্ট ও লিখিত পরীক্ষার ফলাফল সম্পর্কে কোন উত্তরপত্র পুনর্নিরীক্ষণ বা পুনঃপরীক্ষণের আবেদন গ্রহণযোগ্য হবে না।: [18, 1198, 727, 1237]
paragraph: শিক্ষক নিবন্ধন পরীক্ষার যে কোন ফলাফল পুনর্নিরীক্ষণ বা পুনঃপরীক্ষণের বিধান বিধিতে না থাকায়, এ বিষয়ে কোন আবেদন গ্রহণযোগ্য হবে না।: [56, 1245, 588, 1257]
